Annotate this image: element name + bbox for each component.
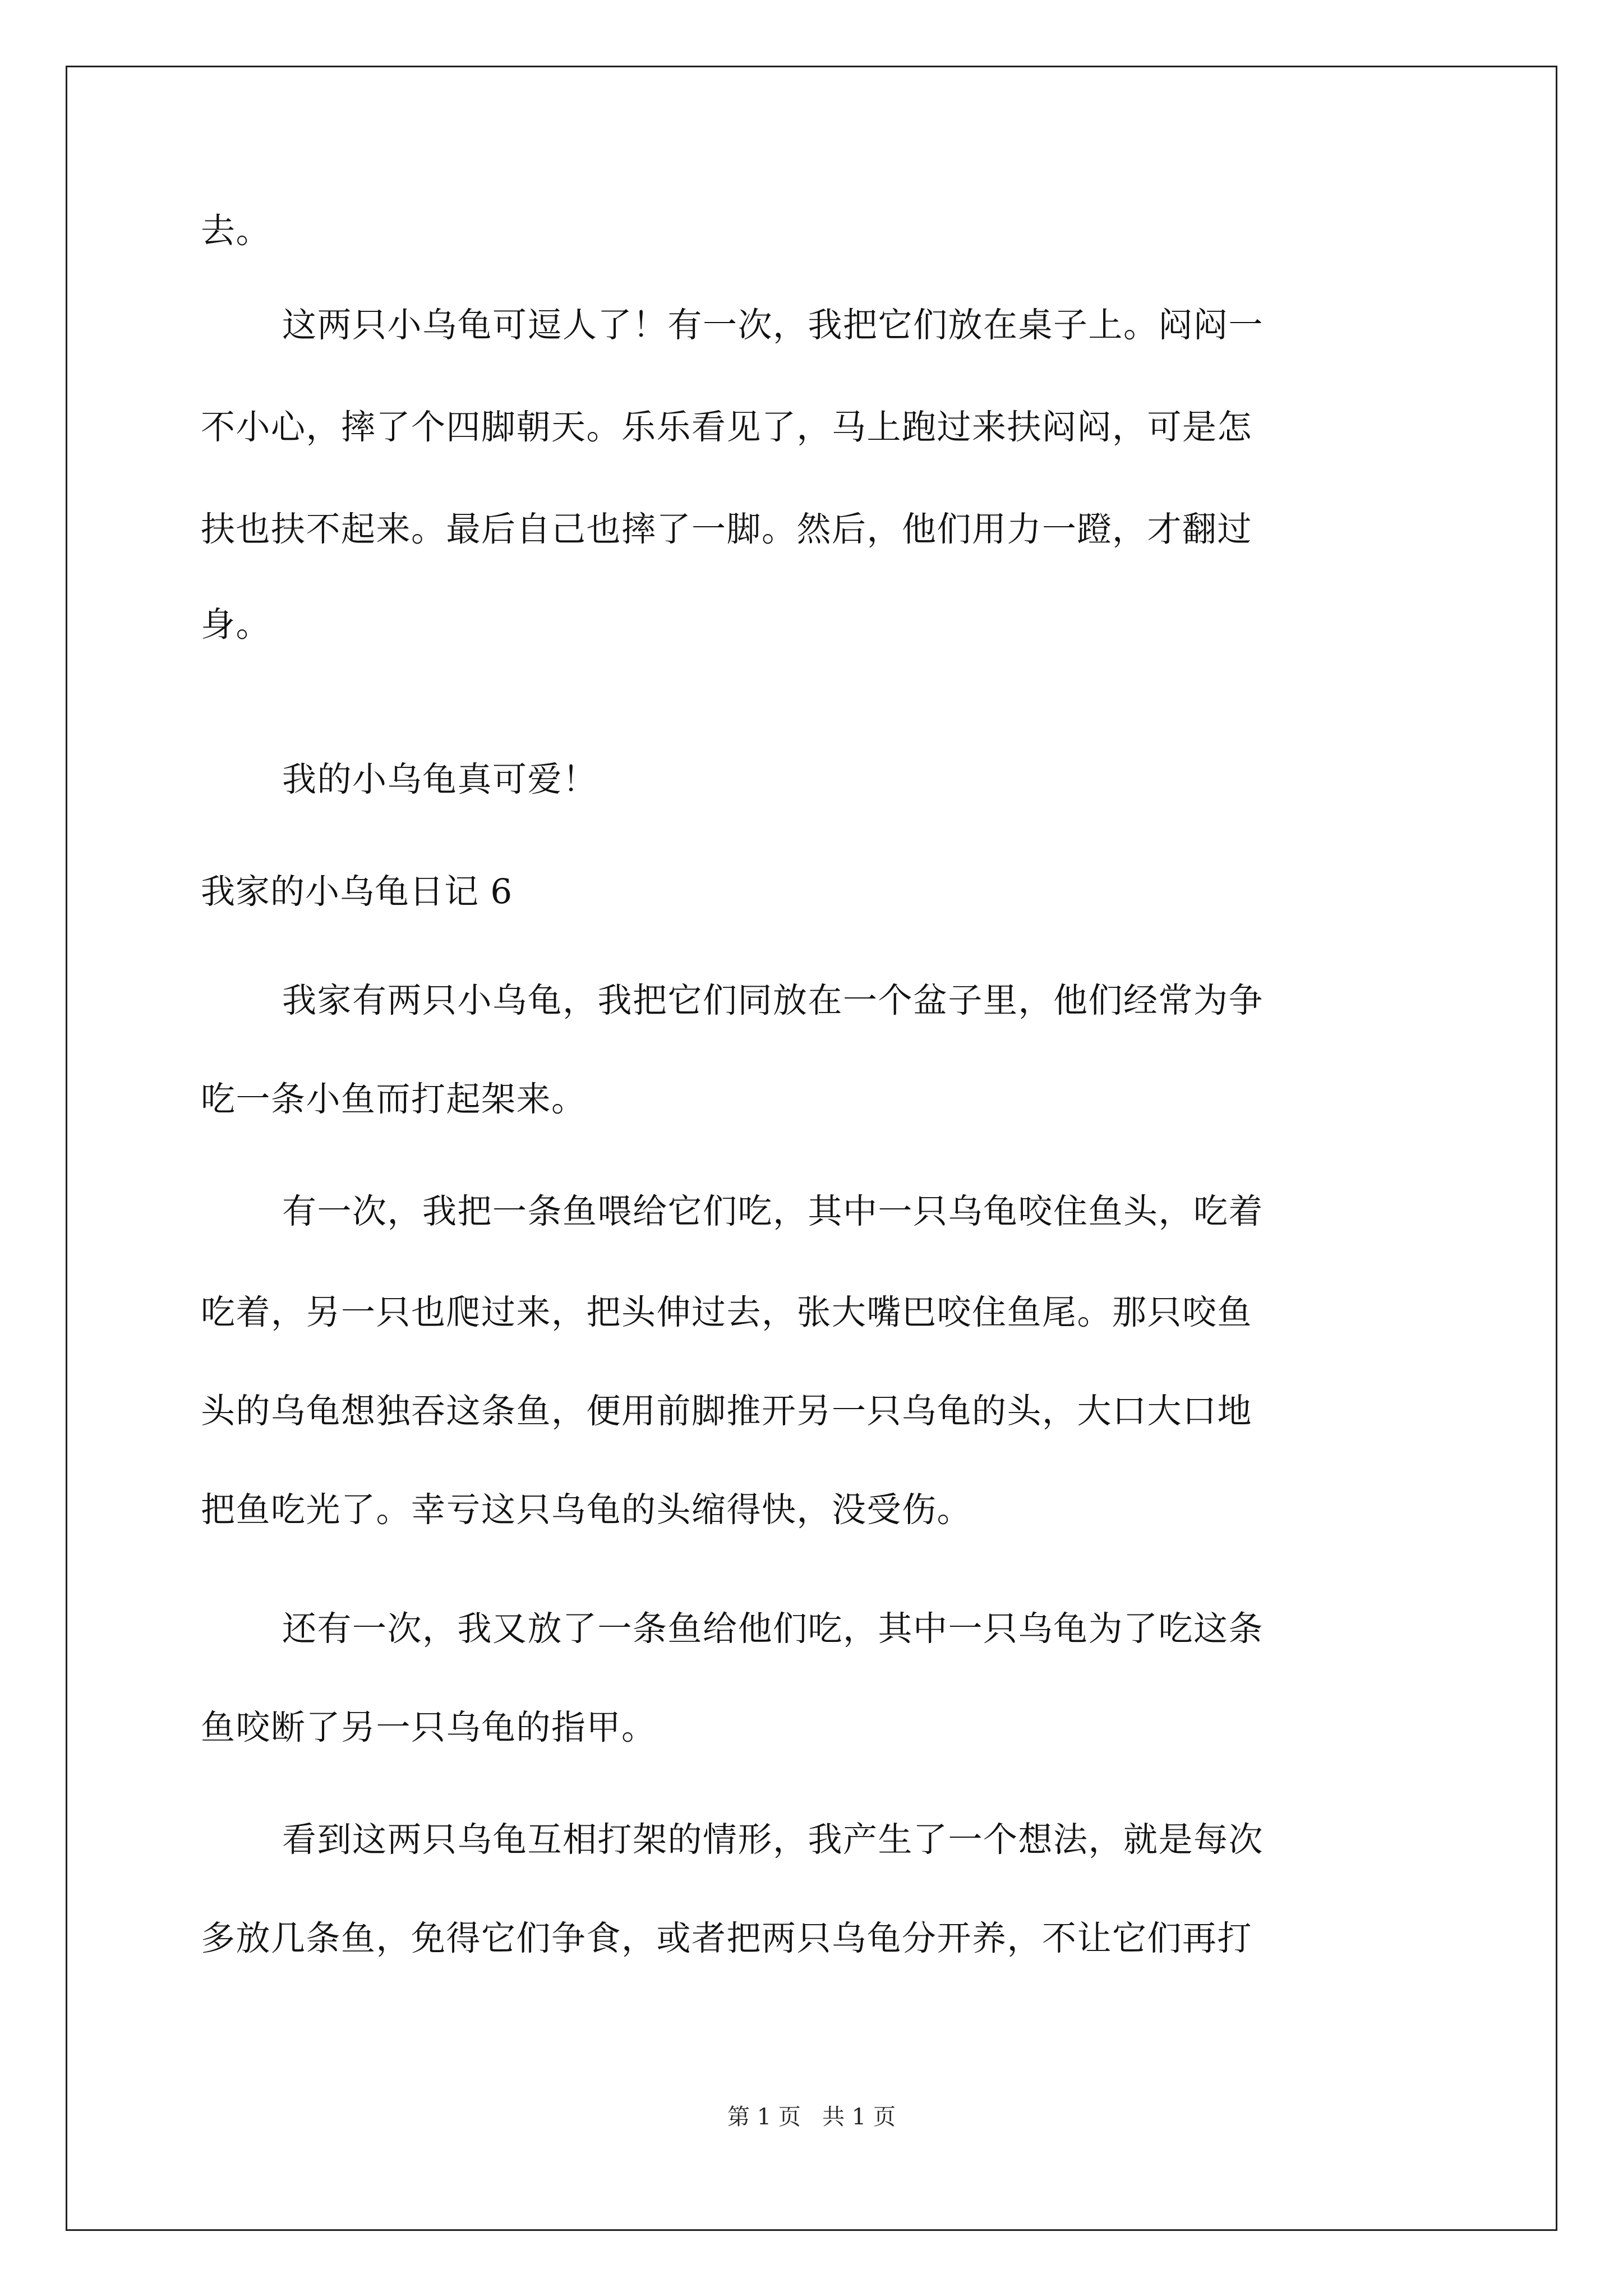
section-title: 我家的小乌龟日记 6 (201, 872, 513, 912)
page-border (66, 66, 1557, 2231)
paragraph-line: 我的小乌龟真可爱！ (282, 760, 598, 799)
paragraph-line: 鱼咬断了另一只乌龟的指甲。 (201, 1708, 657, 1747)
paragraph-line: 身。 (201, 605, 271, 645)
paragraph-line: 多放几条鱼，免得它们争食，或者把两只乌龟分开养，不让它们再打 (201, 1918, 1253, 1958)
paragraph-line: 去。 (201, 211, 271, 251)
paragraph-line: 扶也扶不起来。最后自己也摔了一脚。然后，他们用力一蹬，才翻过 (201, 509, 1253, 549)
page-footer: 第 1 页 共 1 页 (727, 2104, 896, 2130)
paragraph-line: 这两只小乌龟可逗人了！有一次，我把它们放在桌子上。闷闷一 (282, 305, 1264, 345)
paragraph-line: 有一次，我把一条鱼喂给它们吃，其中一只乌龟咬住鱼头，吃着 (282, 1191, 1264, 1231)
paragraph-line: 吃着，另一只也爬过来，把头伸过去，张大嘴巴咬住鱼尾。那只咬鱼 (201, 1292, 1253, 1332)
paragraph-line: 把鱼吃光了。幸亏这只乌龟的头缩得快，没受伤。 (201, 1490, 972, 1530)
paragraph-line: 看到这两只乌龟互相打架的情形，我产生了一个想法，就是每次 (282, 1820, 1264, 1860)
paragraph-line: 头的乌龟想独吞这条鱼，便用前脚推开另一只乌龟的头，大口大口地 (201, 1391, 1253, 1431)
paragraph-line: 我家有两只小乌龟，我把它们同放在一个盆子里，他们经常为争 (282, 981, 1264, 1020)
paragraph-line: 吃一条小鱼而打起架来。 (201, 1079, 587, 1119)
paragraph-line: 不小心，摔了个四脚朝天。乐乐看见了，马上跑过来扶闷闷，可是怎 (201, 407, 1253, 447)
paragraph-line: 还有一次，我又放了一条鱼给他们吃，其中一只乌龟为了吃这条 (282, 1609, 1264, 1649)
